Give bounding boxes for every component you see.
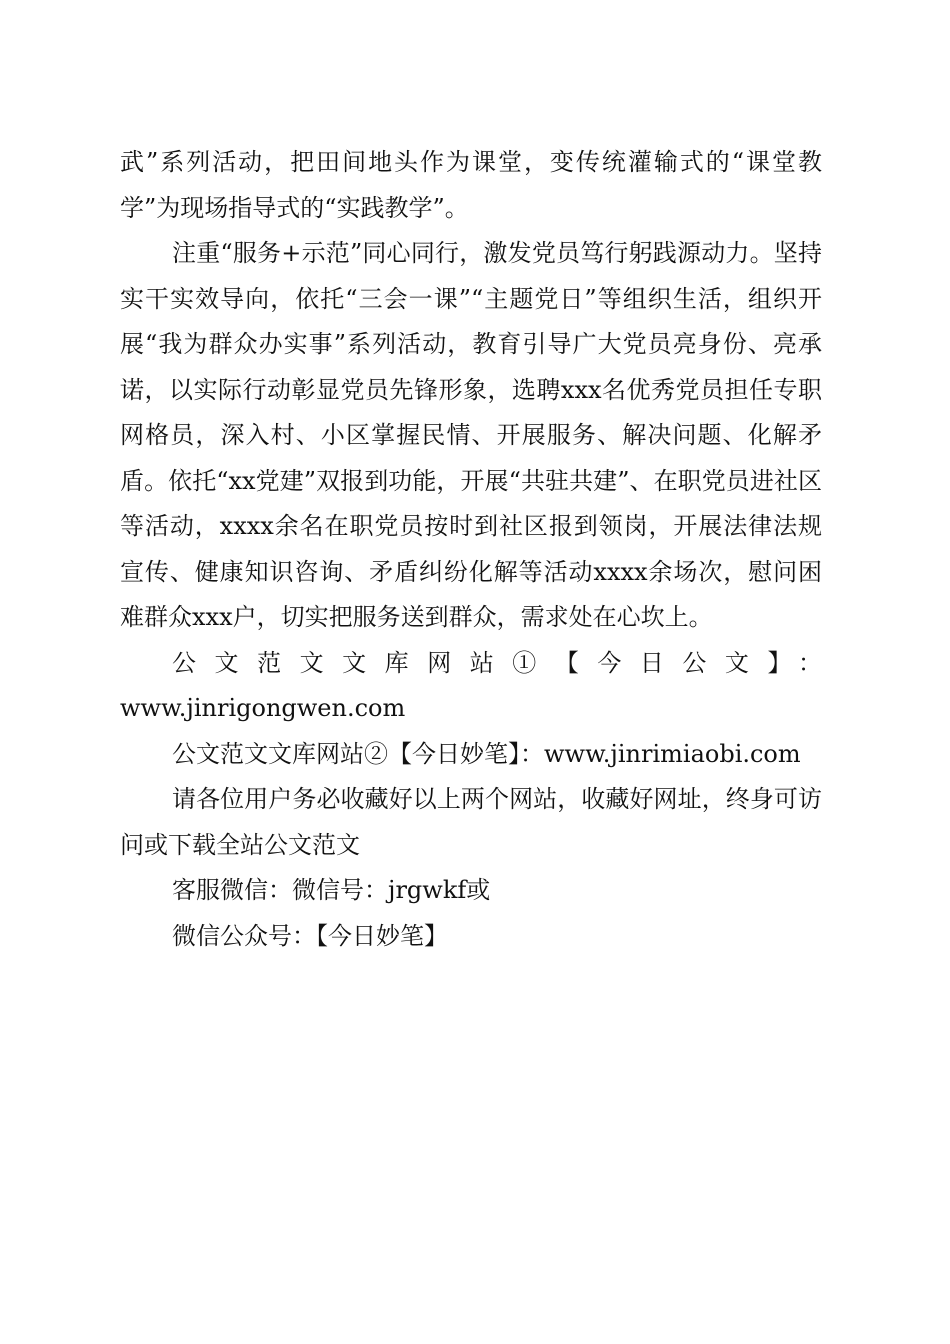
notice-paragraph: 请各位用户务必收藏好以上两个网站，收藏好网址，终身可访问或下载全站公文范文 — [120, 785, 822, 859]
paragraph-practice-teaching: 武”系列活动，把田间地头作为课堂，变传统灌输式的“课堂教学”为现场指导式的“实践教学”。 — [120, 148, 822, 222]
official-account-line: 微信公众号：【今日妙笔】 — [172, 921, 448, 950]
site2-label: 公文范文文库网站②【今日妙笔】： — [172, 739, 544, 768]
document-page — [120, 140, 822, 959]
site2-line — [120, 732, 822, 778]
paragraph-service-demonstration: 注重“服务+示范”同心同行，激发党员笃行躬践源动力。坚持实干实效导向，依托“三会一课”“主题党日”等组织生活，组织开展“我为群众办实事”系列活动，教育引导广大党员亮身份、亮承诺，以实际行动彰显党员先锋形象，选聘xxx名优秀党员担任专职网格员，深入村、小区掌握民情、开展服务、解决问题、化解矛盾。依托“xx党建”双报到功能，开展“共驻共建”、在职党员进社区等活动，xxxx余名在职党员按时到社区报到领岗，开展法律法规宣传、健康知识咨询、矛盾纠纷化解等活动xxxx余场次，慰问困难群众xxx户，切实把服务送到群众，需求处在心坎上。 — [120, 239, 822, 631]
wechat-line: 客服微信：微信号：jrgwkf或 — [172, 876, 491, 904]
site1-url-link[interactable]: www.jinrigongwen.com — [120, 694, 406, 722]
site1-label: 公文范文文库网站①【今日公文】： — [172, 648, 822, 677]
site1-url-line — [120, 686, 822, 732]
site2-url-link[interactable]: www.jinrimiaobi.com — [544, 739, 801, 768]
